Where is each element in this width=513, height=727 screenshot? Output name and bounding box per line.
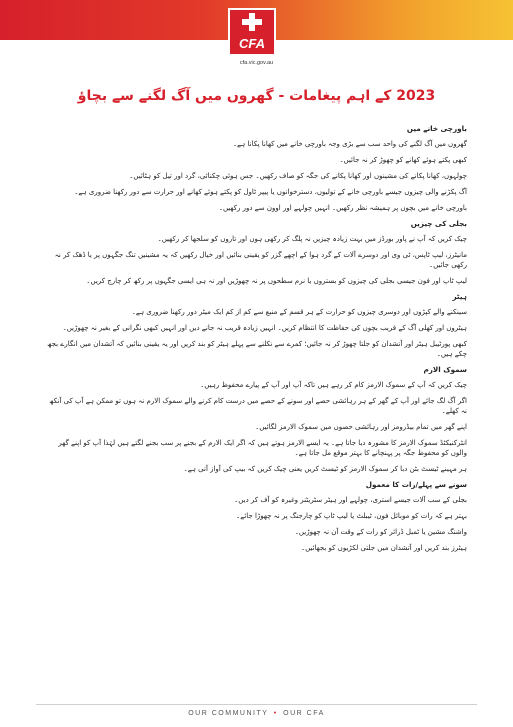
footer-divider — [36, 704, 477, 705]
section-heading: ہیٹر — [452, 292, 467, 301]
section-smoke-alarms — [46, 365, 467, 474]
paragraph: گھروں میں آگ لگنے کی واحد سب سے بڑی وجہ باورچی خانے میں کھانا پکانا ہے۔ — [232, 140, 467, 148]
footer-separator: • — [273, 710, 278, 717]
footer-left: OUR COMMUNITY — [188, 710, 269, 717]
paragraph: بہتر ہے کہ رات کو موبائل فون، ٹیبلٹ یا لیپ ٹاپ کو چارجنگ پر نہ چھوڑا جائے۔ — [236, 512, 467, 520]
section-heading: سونے سے پہلے/رات کا معمول — [365, 480, 467, 489]
paragraph: آگ پکڑنے والی چیزوں جیسے باورچی خانے کے تولیوں، دسترخوانوں یا پیپر ٹاول کو پکتے ہوئے کھانے اور حرارت سے دور رکھنا ضروری ہے۔ — [74, 188, 467, 196]
cfa-logo — [228, 8, 276, 56]
paragraph: ہیٹروں اور کھلی آگ کے قریب بچوں کی حفاظت کا انتظام کریں۔ انہیں زیادہ قریب نہ جانے دیں اور انہیں کبھی نگرانی کے بغیر نہ چھوڑیں۔ — [62, 324, 467, 332]
paragraph: چیک کریں کہ آپ نے پاور بورڈز میں بہت زیادہ چیزیں نہ پلگ کر رکھی ہوں اور تاروں کو سلجھا کر رکھیں۔ — [157, 235, 467, 243]
paragraph: واشنگ مشین یا ٹمبل ڈرائر کو رات کے وقت آن نہ چھوڑیں۔ — [294, 528, 467, 536]
paragraph: اگر آگ لگ جائے اور آپ کے گھر کے ہر رہائشی حصے اور سونے کے حصے میں درست کام کرنے والے سموک الارم نہ ہوں تو ممکن ہے آپ کی آنکھ نہ کھلے۔ — [49, 397, 467, 415]
paragraph: انٹرکنیکٹڈ سموک الارمز کا مشورہ دیا جاتا ہے۔ یہ ایسے الارمز ہوتے ہیں کہ اگر ایک الارم کے بجنے پر سب بجنے لگتے ہیں لہٰذا آپ کو اپنے گھر والوں کو محفوظ جگہ پر پہنچانے کا بہتر موقع مل جاتا ہے۔ — [58, 439, 467, 457]
footer-tagline — [0, 710, 513, 717]
paragraph: سینکنے والے کپڑوں اور دوسری چیزوں کو حرارت کے ہر قسم کے منبع سے کم از کم ایک میٹر دور رکھنا ضروری ہے۔ — [131, 308, 467, 316]
paragraph: ہیٹرز بند کریں اور آتشدان میں جلتی لکڑیوں کو بجھائیں۔ — [300, 544, 467, 552]
document-body — [46, 118, 467, 693]
section-kitchen — [46, 124, 467, 213]
footer-right: OUR CFA — [283, 710, 325, 717]
paragraph: کبھی پکتے ہوئے کھانے کو چھوڑ کر نہ جائیں۔ — [339, 156, 467, 164]
paragraph: چیک کریں کہ آپ کے سموک الارمز کام کر رہے ہیں تاکہ آپ اور آپ کے پیارے محفوظ رہیں۔ — [200, 381, 467, 389]
paragraph: ہر مہینے ٹیسٹ بٹن دبا کر سموک الارمز کو ٹیسٹ کریں یعنی چیک کریں کہ بیپ کی آواز آتی ہے۔ — [183, 465, 467, 473]
paragraph: بجلی کے سب آلات جیسے استری، چولہے اور ہیٹر سٹریٹنر وغیرہ کو آف کر دیں۔ — [234, 496, 467, 504]
logo-text: CFA — [239, 36, 265, 51]
paragraph: لیپ ٹاپ اور فون جیسی بجلی کی چیزوں کو بستروں یا نرم سطحوں پر نہ چھوڑیں اور نہ ہی ایسی جگہوں پر رکھ کر چارج کریں۔ — [86, 277, 467, 285]
section-heading: سموک الارم — [423, 365, 467, 374]
website-url[interactable]: cfa.vic.gov.au — [239, 60, 274, 66]
section-heading: باورچی خانے میں — [406, 124, 467, 133]
paragraph: اپنے گھر میں تمام بیڈرومز اور رہائشی حصوں میں سموک الارمز لگائیں۔ — [255, 423, 467, 431]
paragraph: مانیٹرز، لیپ ٹاپس، ٹی وی اور دوسرے آلات کے گرد ہوا کے اچھے گزر کو یقینی بنائیں اور خیال رکھیں کہ یہ مشینیں تنگ جگہوں پر یا ڈھک کر نہ رکھی جائیں۔ — [54, 251, 467, 269]
section-heading: بجلی کی چیزیں — [410, 219, 467, 228]
section-bedtime-routine — [46, 480, 467, 553]
paragraph: کبھی پورٹیبل ہیٹر اور آتشدان کو جلتا چھوڑ کر نہ جائیں؛ کمرے سے نکلنے سے پہلے ہیٹر کو بند کریں اور یہ یقینی بنائیں کہ آتشدان میں انگارے بجھ چکے ہیں۔ — [47, 340, 467, 358]
section-electrical — [46, 219, 467, 286]
page-title: 2023 کے اہم پیغامات - گھروں میں آگ لگنے سے بچاؤ — [77, 88, 436, 104]
paragraph: چولہوں، کھانا پکانے کی مشینوں اور کھانا پکانے کی جگہ کو صاف رکھیں۔ جس ہوئی چکنائی، گرد اور تیل کو ہٹائیں۔ — [129, 172, 467, 180]
section-heaters — [46, 292, 467, 359]
paragraph: باورچی خانے میں بچوں پر ہمیشہ نظر رکھیں۔ انہیں چولہے اور اوون سے دور رکھیں۔ — [218, 204, 467, 212]
maltese-cross-icon — [230, 10, 274, 34]
